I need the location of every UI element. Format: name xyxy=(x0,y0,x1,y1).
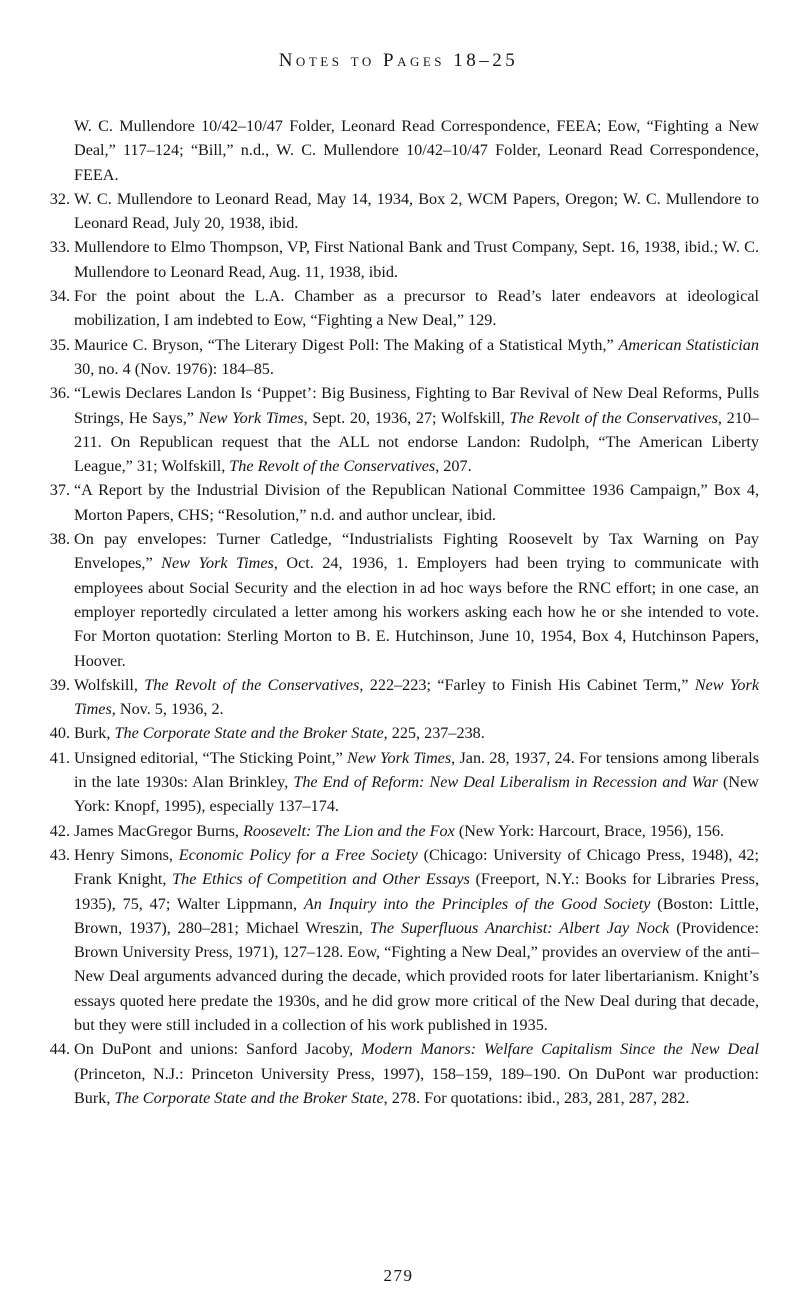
endnote-number: 43. xyxy=(49,845,70,864)
italic-title-text: New York Times xyxy=(198,408,304,427)
endnote xyxy=(34,673,759,722)
endnote xyxy=(34,284,759,333)
endnote-number: 39. xyxy=(49,675,70,694)
endnote-number: 34. xyxy=(49,287,70,306)
italic-title-text: Roosevelt: The Lion and the Fox xyxy=(243,821,455,840)
note-text: , 210–211. On Republican request that the ALL not endorse Landon: Rudolph, “The American Liberty League,” 31; Wolfskill, xyxy=(74,408,760,476)
endnote xyxy=(34,381,759,478)
note-text: “A Report by the Industrial Division of the Republican National Committee 1936 Campaign,” Box 4, Morton Papers, CHS; “Resolution,” n.d. and author unclear, ibid. xyxy=(74,481,759,524)
note-text: , Nov. 5, 1936, 2. xyxy=(111,700,224,719)
endnote xyxy=(34,527,759,673)
italic-title-text: New York Times xyxy=(161,554,274,573)
italic-title-text: The End of Reform: New Deal Liberalism in Recession and War xyxy=(293,773,718,792)
italic-title-text: The Corporate State and the Broker State xyxy=(114,1088,384,1107)
endnote-number: 32. xyxy=(49,189,70,208)
note-text: , 207. xyxy=(435,457,472,476)
endnote xyxy=(34,843,759,1037)
endnote-number: 40. xyxy=(49,724,70,743)
note-text: (Boston: Little, Brown, 1937), 280–281; Michael Wreszin, xyxy=(74,894,759,937)
note-text: , Oct. 24, 1936, 1. Employers had been trying to communicate with employees about Social Security and the election in ad hoc ways before the RNC effort; in one case, an employer reportedly circulated a letter among his workers asking each how he or she intended to vote. For Morton quotation: Sterling Morton to B. E. Hutchinson, June 10, 1954, Box 4, Hutchinson Papers, Hoover. xyxy=(74,554,759,670)
note-text: On DuPont and unions: Sanford Jacoby, xyxy=(74,1040,362,1059)
italic-title-text: An Inquiry into the Principles of the Good Society xyxy=(303,894,651,913)
note-text: Unsigned editorial, “The Sticking Point,” xyxy=(74,748,348,767)
italic-title-text: The Corporate State and the Broker State xyxy=(114,724,384,743)
endnote xyxy=(34,235,759,284)
note-text: On pay envelopes: Turner Catledge, “Industrialists Fighting Roosevelt by Tax Warning on Pay Envelopes,” xyxy=(74,530,759,573)
italic-title-text: American Statistician xyxy=(618,335,759,354)
italic-title-text: The Ethics of Competition and Other Essays xyxy=(172,870,470,889)
endnote-number: 38. xyxy=(49,530,70,549)
note-text: (Chicago: University of Chicago Press, 1948), 42; Frank Knight, xyxy=(74,845,760,889)
note-text: Mullendore to Elmo Thompson, VP, First National Bank and Trust Company, Sept. 16, 1938, ibid.; W. C. Mullendore to Leonard Read, Aug. 11, 1938, ibid. xyxy=(74,238,759,281)
note-text: , 278. For quotations: ibid., 283, 281, 287, 282. xyxy=(383,1088,690,1107)
italic-title-text: The Superfluous Anarchist: Albert Jay Nock xyxy=(369,918,670,937)
note-text: Wolfskill, xyxy=(74,675,145,694)
note-text: , 222–223; “Farley to Finish His Cabinet Term,” xyxy=(359,675,695,694)
note-text: (New York: Harcourt, Brace, 1956), 156. xyxy=(454,821,725,840)
note-text: , 225, 237–238. xyxy=(383,724,485,743)
endnotes-list xyxy=(34,114,759,1110)
endnote-number: 36. xyxy=(49,384,70,403)
endnote xyxy=(34,746,759,819)
endnote-number: 42. xyxy=(49,821,70,840)
running-header: Notes to Pages 18–25 xyxy=(278,50,519,71)
endnote xyxy=(34,333,759,382)
note-text: W. C. Mullendore 10/42–10/47 Folder, Leonard Read Correspondence, FEEA; Eow, “Fighting a New Deal,” 117–124; “Bill,” n.d., W. C. Mullendore 10/42–10/47 Folder, Leonard Read Correspondence, FEEA. xyxy=(74,117,759,184)
note-text: Maurice C. Bryson, “The Literary Digest Poll: The Making of a Statistical Myth,” xyxy=(74,335,619,354)
endnote-number: 37. xyxy=(49,481,70,500)
note-text: , Sept. 20, 1936, 27; Wolfskill, xyxy=(303,408,510,427)
note-text: Henry Simons, xyxy=(74,845,179,864)
italic-title-text: The Revolt of the Conservatives xyxy=(509,408,718,427)
endnote-number: 33. xyxy=(49,238,70,257)
endnote xyxy=(34,114,759,187)
page-number: 279 xyxy=(383,1266,414,1285)
note-text: , Jan. 28, 1937, 24. For tensions among liberals in the late 1930s: Alan Brinkley, xyxy=(74,748,759,792)
italic-title-text: Modern Manors: Welfare Capitalism Since the New Deal xyxy=(361,1040,759,1059)
italic-title-text: The Revolt of the Conservatives xyxy=(229,457,436,476)
endnote xyxy=(34,1037,759,1110)
note-text: “Lewis Declares Landon Is ‘Puppet’: Big Business, Fighting to Bar Revival of New Deal Reforms, Pulls Strings, He Says,” xyxy=(74,384,759,427)
endnote xyxy=(34,187,759,236)
endnote xyxy=(34,478,759,527)
italic-title-text: Economic Policy for a Free Society xyxy=(178,845,418,864)
endnote xyxy=(34,819,759,843)
endnote-number: 44. xyxy=(49,1040,70,1059)
italic-title-text: New York Times xyxy=(347,748,452,767)
note-text: James MacGregor Burns, xyxy=(74,821,244,840)
note-text: For the point about the L.A. Chamber as a precursor to Read’s later endeavors at ideological mobilization, I am indebted to Eow, “Fighting a New Deal,” 129. xyxy=(74,287,759,330)
note-text: (Providence: Brown University Press, 1971), 127–128. Eow, “Fighting a New Deal,” provides an overview of the anti–New Deal arguments advanced during the decade, which provided roots for later libertarianism. Knight’s essays quoted here predate the 1930s, and he did grow more critical of the New Deal during that decade, but they were still included in a collection of his work published in 1935. xyxy=(74,918,759,1034)
endnote-number: 35. xyxy=(49,335,70,354)
note-text: Burk, xyxy=(74,724,115,743)
endnote-number: 41. xyxy=(49,748,70,767)
italic-title-text: The Revolt of the Conservatives xyxy=(144,675,360,694)
note-text: 30, no. 4 (Nov. 1976): 184–85. xyxy=(74,359,274,378)
note-text: W. C. Mullendore to Leonard Read, May 14, 1934, Box 2, WCM Papers, Oregon; W. C. Mullendore to Leonard Read, July 20, 1938, ibid. xyxy=(74,189,759,233)
endnote xyxy=(34,721,759,745)
note-text: (Princeton, N.J.: Princeton University Press, 1997), 158–159, 189–190. On DuPont war production: Burk, xyxy=(74,1064,759,1107)
note-text: (Freeport, N.Y.: Books for Libraries Press, 1935), 75, 47; Walter Lippmann, xyxy=(74,870,760,913)
italic-title-text: New York Times xyxy=(74,675,760,719)
note-text: (New York: Knopf, 1995), especially 137–174. xyxy=(74,773,759,816)
